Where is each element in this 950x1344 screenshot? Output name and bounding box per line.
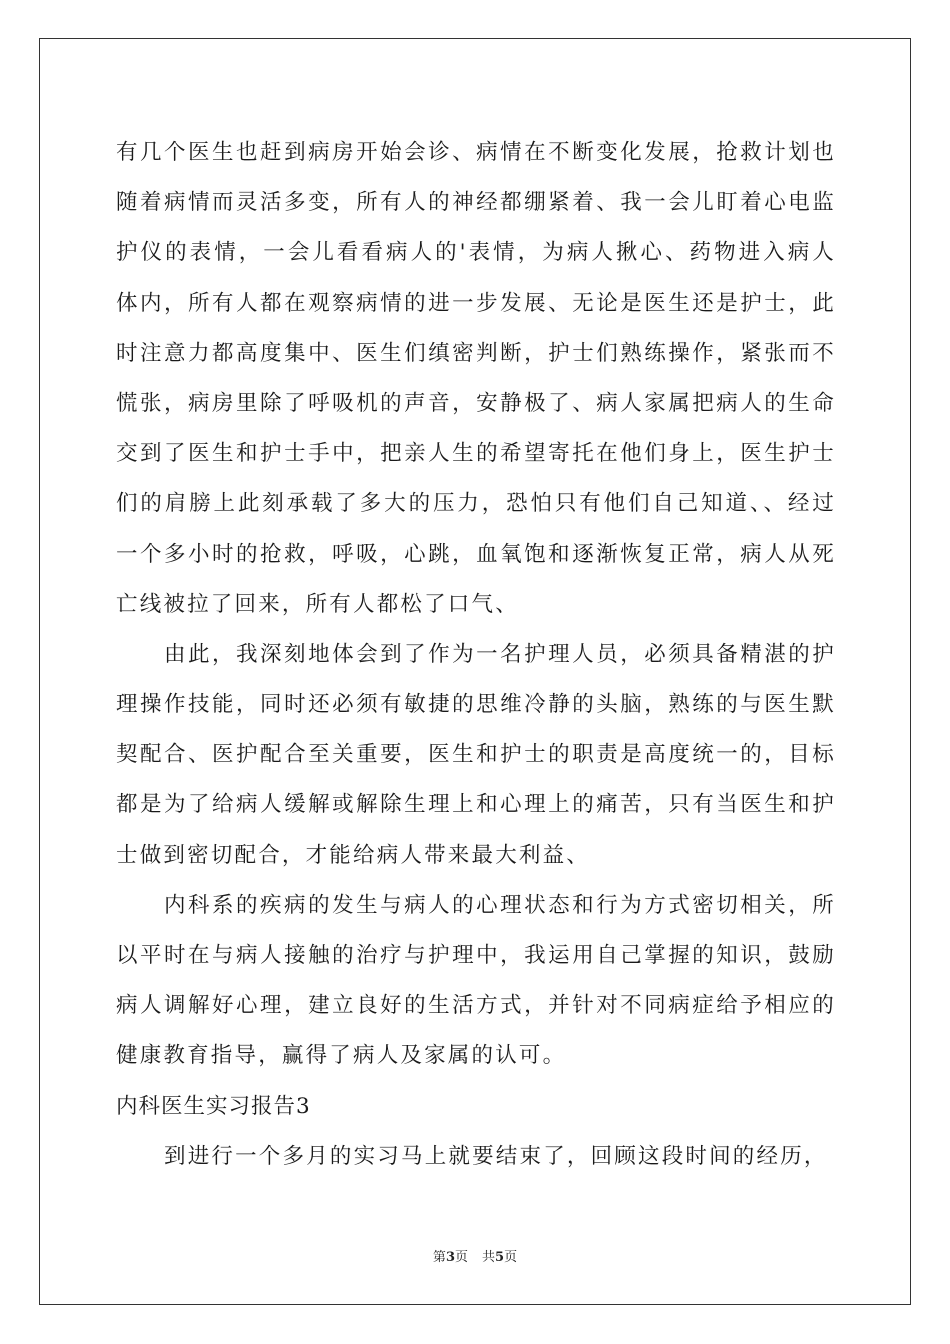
text-line: 士做到密切配合，才能给病人带来最大利益、 xyxy=(116,842,591,868)
text-line: 亡线被拉了回来，所有人都松了口气、 xyxy=(116,591,519,617)
page-prefix: 第 xyxy=(432,1250,446,1265)
paragraph-first-line: 内科系的疾病的发生与病人的心理状态和行为方式密切相关，所 xyxy=(164,892,836,918)
text-line: 病人调解好心理，建立良好的生活方式，并针对不同病症给予相应的 xyxy=(116,993,836,1019)
text-line: 一个多小时的抢救，呼吸，心跳，血氧饱和逐渐恢复正常，病人从死 xyxy=(116,541,836,567)
text-line: 随着病情而灵活多变，所有人的神经都绷紧着、我一会儿盯着心电监 xyxy=(116,190,836,216)
paragraph-first-line: 由此，我深刻地体会到了作为一名护理人员，必须具备精湛的护 xyxy=(164,641,836,667)
text-line: 契配合、医护配合至关重要，医生和护士的职责是高度统一的，目标 xyxy=(116,742,836,768)
text-line: 交到了医生和护士手中，把亲人生的希望寄托在他们身上，医生护士 xyxy=(116,441,836,467)
page-suffix: 页 xyxy=(454,1250,468,1265)
text-line: 理操作技能，同时还必须有敏捷的思维冷静的头脑，熟练的与医生默 xyxy=(116,692,836,718)
text-line: 健康教育指导，赢得了病人及家属的认可。 xyxy=(116,1043,567,1069)
text-line: 慌张，病房里除了呼吸机的声音，安静极了、病人家属把病人的生命 xyxy=(116,390,836,416)
document-body xyxy=(116,128,836,1182)
text-line: 护仪的表情，一会儿看看病人的'表情，为病人揪心、药物进入病人 xyxy=(116,240,836,266)
text-line: 都是为了给病人缓解或解除生理上和心理上的痛苦，只有当医生和护 xyxy=(116,792,836,818)
text-line: 时注意力都高度集中、医生们缜密判断，护士们熟练操作，紧张而不 xyxy=(116,340,836,366)
paragraph-first-line: 到进行一个多月的实习马上就要结束了，回顾这段时间的经历， xyxy=(164,1143,828,1169)
text-line: 体内，所有人都在观察病情的进一步发展、无论是医生还是护士，此 xyxy=(116,290,836,316)
total-pages: 5 xyxy=(495,1250,505,1265)
total-prefix: 共 xyxy=(482,1250,496,1265)
section-heading: 内科医生实习报告3 xyxy=(116,1093,311,1119)
text-line: 以平时在与病人接触的治疗与护理中，我运用自己掌握的知识，鼓励 xyxy=(116,943,836,968)
text-line: 们的肩膀上此刻承载了多大的压力，恐怕只有他们自己知道、、经过 xyxy=(116,491,836,517)
total-suffix: 页 xyxy=(504,1250,518,1265)
text-line: 有几个医生也赶到病房开始会诊、病情在不断变化发展，抢救计划也 xyxy=(116,140,836,165)
page-footer xyxy=(0,1246,950,1265)
page-number: 3 xyxy=(445,1250,455,1265)
